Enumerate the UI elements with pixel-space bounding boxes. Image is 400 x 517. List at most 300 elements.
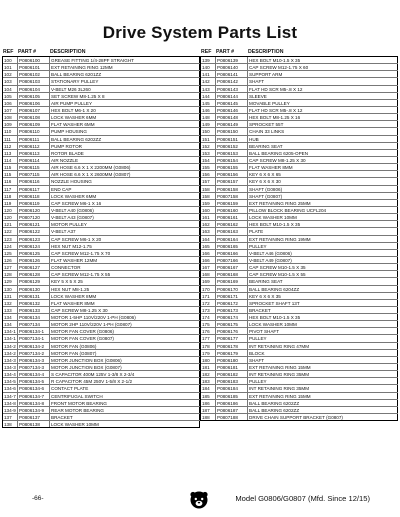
table-row <box>3 136 200 143</box>
ref-cell: 128 <box>3 271 18 277</box>
ref-cell: 186 <box>201 400 216 406</box>
ref-cell: 175 <box>201 321 216 327</box>
table-row <box>201 93 398 100</box>
table-row <box>201 321 398 328</box>
description-cell: HEX BOLT M10-1.5 X 35 <box>248 221 398 227</box>
part-number-cell: P0806100 <box>18 57 50 63</box>
table-row <box>3 143 200 150</box>
description-cell: AIR PUMP PULLEY <box>50 100 200 106</box>
ref-cell: 150 <box>201 128 216 134</box>
table-row <box>201 414 398 421</box>
description-cell: CAP SCREW M6-1 X 16 <box>50 200 200 206</box>
part-number-cell: P0806145 <box>216 100 248 106</box>
part-number-cell: P0806185 <box>216 393 248 399</box>
table-header <box>2 48 200 56</box>
ref-cell: 124 <box>3 243 18 249</box>
description-cell: BALL BEARING 6201ZZ <box>50 71 200 77</box>
table-row <box>201 157 398 164</box>
part-number-cell: P0806155 <box>216 164 248 170</box>
table-row <box>201 271 398 278</box>
ref-cell: 100 <box>3 57 18 63</box>
part-number-cell: P0806116 <box>18 178 50 184</box>
part-number-cell: P0806153 <box>216 150 248 156</box>
description-cell: KEY 6 X 6 X 35 <box>248 293 398 299</box>
part-number-cell: P0806106 <box>18 100 50 106</box>
ref-cell: 134 <box>3 321 18 327</box>
part-number-cell: P0806144 <box>216 93 248 99</box>
ref-cell: 145 <box>201 100 216 106</box>
description-cell: MOTOR FAN (G0807) <box>50 350 200 356</box>
description-cell: MOTOR PULLEY <box>50 221 200 227</box>
ref-cell: 104 <box>3 86 18 92</box>
description-cell: HEX BOLT M10-1.5 X 35 <box>248 314 398 320</box>
part-number-cell: P0807134 <box>18 321 50 327</box>
part-number-cell: P0806134-6 <box>18 385 50 391</box>
ref-cell: 160 <box>201 207 216 213</box>
ref-cell: 179 <box>201 350 216 356</box>
table-row <box>3 421 200 428</box>
part-number-cell: P0806112 <box>18 143 50 149</box>
ref-cell: 108 <box>3 114 18 120</box>
ref-cell: 155 <box>201 164 216 170</box>
ref-cell: 111 <box>3 136 18 142</box>
table-row <box>201 107 398 114</box>
ref-cell: 134-2 <box>3 343 18 349</box>
description-cell: EXT RETAINING RING 15MM <box>248 393 398 399</box>
table-row <box>3 293 200 300</box>
ref-cell: 166 <box>201 257 216 263</box>
ref-cell: 134-2 <box>3 350 18 356</box>
table-row <box>3 121 200 128</box>
parts-table-body-right <box>200 56 398 421</box>
description-cell: HEX BOLT M8-1.25 X 16 <box>248 114 398 120</box>
description-cell: BALL BEARING 6204ZZ <box>248 286 398 292</box>
ref-cell: 134-1 <box>3 328 18 334</box>
part-number-cell: P0806176 <box>216 328 248 334</box>
ref-cell: 139 <box>201 57 216 63</box>
description-cell: PILLOW BLOCK BEARING UCFL204 <box>248 207 398 213</box>
description-cell: FLAT HD SCR M5-.8 X 12 <box>248 107 398 113</box>
description-cell: AIR HOSE 6.6 X 1 X 2600MM (G0807) <box>50 171 200 177</box>
description-cell: MOTOR FAN (G0806) <box>50 343 200 349</box>
table-row <box>201 86 398 93</box>
description-cell: FLAT WASHER 8MM <box>50 300 200 306</box>
page-footer <box>0 491 400 511</box>
description-cell: CAP SCREW M10-1.5 X 55 <box>248 271 398 277</box>
table-row <box>3 171 200 178</box>
table-row <box>3 343 200 350</box>
table-row <box>201 335 398 342</box>
table-row <box>201 293 398 300</box>
ref-cell: 173 <box>201 307 216 313</box>
table-row <box>201 385 398 392</box>
table-row <box>3 228 200 235</box>
part-number-cell: P0806148 <box>216 114 248 120</box>
ref-cell: 137 <box>3 414 18 420</box>
table-row <box>3 357 200 364</box>
ref-cell: 121 <box>3 221 18 227</box>
description-cell: KEY 6 X 6 X 30 <box>248 178 398 184</box>
part-number-cell: P0806129 <box>18 278 50 284</box>
description-cell: V-BELT A46 (G0806) <box>248 250 398 256</box>
table-row <box>3 86 200 93</box>
table-row <box>3 200 200 207</box>
part-number-cell: P0806111 <box>18 136 50 142</box>
table-row <box>201 164 398 171</box>
part-number-cell: P0806105 <box>18 93 50 99</box>
description-cell: BALL BEARING 6205-OPEN <box>248 150 398 156</box>
part-number-cell: P0806138 <box>18 421 50 427</box>
ref-cell: 106 <box>3 100 18 106</box>
description-cell: FLAT WASHER 8MM <box>248 164 398 170</box>
description-cell: EXT RETAINING RING 19MM <box>248 236 398 242</box>
part-number-cell: P0806186 <box>216 400 248 406</box>
header-description: DESCRIPTION <box>50 49 86 55</box>
description-cell: GREASE FITTING 1/4-28PF STRAIGHT <box>50 57 200 63</box>
part-number-cell: P0806180 <box>216 357 248 363</box>
part-number-cell: P0806104 <box>18 86 50 92</box>
part-number-cell: P0806154 <box>216 157 248 163</box>
part-number-cell: P0806143 <box>216 86 248 92</box>
table-row <box>3 128 200 135</box>
description-cell: HEX NUT M12-1.75 <box>50 243 200 249</box>
table-row <box>3 364 200 371</box>
table-row <box>201 343 398 350</box>
table-row <box>3 243 200 250</box>
header-description: DESCRIPTION <box>248 49 284 55</box>
part-number-cell: P0806163 <box>216 228 248 234</box>
part-number-cell: P0806118 <box>18 193 50 199</box>
ref-cell: 154 <box>201 157 216 163</box>
table-row <box>201 71 398 78</box>
part-number-cell: P0806173 <box>216 307 248 313</box>
part-number-cell: P0806146 <box>216 107 248 113</box>
part-number-cell: P0806142 <box>216 78 248 84</box>
ref-cell: 146 <box>201 107 216 113</box>
table-row <box>3 321 200 328</box>
description-cell: CAP SCREW M10-1.5 X 35 <box>248 264 398 270</box>
ref-cell: 102 <box>3 71 18 77</box>
table-row <box>3 414 200 421</box>
part-number-cell: P0806175 <box>216 321 248 327</box>
description-cell: MOTOR 1-5HP 110V/220V 1-PH (G0806) <box>50 314 200 320</box>
part-number-cell: P0806110 <box>18 128 50 134</box>
description-cell: V-BELT A37 <box>50 228 200 234</box>
description-cell: MOTOR 2HP 110V/220V 1-PH (G0807) <box>50 321 200 327</box>
table-row <box>3 328 200 335</box>
description-cell: CONTACT PLATE <box>50 385 200 391</box>
ref-cell: 134-6 <box>3 385 18 391</box>
ref-cell: 110 <box>3 128 18 134</box>
part-number-cell: P0806126 <box>18 257 50 263</box>
ref-cell: 183 <box>201 378 216 384</box>
table-row <box>3 64 200 71</box>
ref-cell: 172 <box>201 300 216 306</box>
ref-cell: 158 <box>201 193 216 199</box>
part-number-cell: P0807188 <box>216 414 248 420</box>
ref-cell: 131 <box>3 293 18 299</box>
part-number-cell: P0806164 <box>216 236 248 242</box>
part-number-cell: P0807158 <box>216 193 248 199</box>
table-row <box>201 407 398 414</box>
table-row <box>3 178 200 185</box>
ref-cell: 168 <box>201 271 216 277</box>
description-cell: HEX BOLT M10-1.5 X 35 <box>248 57 398 63</box>
table-row <box>201 393 398 400</box>
ref-cell: 126 <box>3 257 18 263</box>
table-row <box>3 214 200 221</box>
description-cell: CENTRIFUGAL SWITCH <box>50 393 200 399</box>
table-row <box>201 193 398 200</box>
ref-cell: 159 <box>201 200 216 206</box>
ref-cell: 134-3 <box>3 357 18 363</box>
ref-cell: 174 <box>201 314 216 320</box>
table-row <box>201 314 398 321</box>
description-cell: PULLEY <box>248 378 398 384</box>
table-row <box>201 378 398 385</box>
ref-cell: 122 <box>3 228 18 234</box>
part-number-cell: P0806168 <box>216 271 248 277</box>
part-number-cell: P0806152 <box>216 143 248 149</box>
ref-cell: 134-9 <box>3 407 18 413</box>
part-number-cell: P0806183 <box>216 378 248 384</box>
description-cell: V-BELT A49 (G0807) <box>248 257 398 263</box>
table-row <box>3 393 200 400</box>
ref-cell: 165 <box>201 243 216 249</box>
description-cell: SLEEVE <box>248 93 398 99</box>
part-number-cell: P0806134-3 <box>18 357 50 363</box>
table-row <box>201 207 398 214</box>
ref-cell: 123 <box>3 236 18 242</box>
part-number-cell: P0806141 <box>216 71 248 77</box>
model-info: Model G0806/G0807 (Mfd. Since 12/15) <box>235 494 370 503</box>
ref-cell: 185 <box>201 393 216 399</box>
description-cell: CAP SCREW M12-1.75 X 70 <box>50 250 200 256</box>
part-number-cell: P0806103 <box>18 78 50 84</box>
part-number-cell: P0806114 <box>18 157 50 163</box>
description-cell: INT RETAINING RING 35MM <box>248 385 398 391</box>
description-cell: V-BELT A40 (G0806) <box>50 207 200 213</box>
table-row <box>3 236 200 243</box>
ref-cell: 169 <box>201 278 216 284</box>
ref-cell: 149 <box>201 121 216 127</box>
description-cell: END CAP <box>50 186 200 192</box>
ref-cell: 162 <box>201 221 216 227</box>
description-cell: PULLEY <box>248 243 398 249</box>
table-row <box>201 350 398 357</box>
ref-cell: 114 <box>3 157 18 163</box>
part-number-cell: P0807166 <box>216 257 248 263</box>
part-number-cell: P0806120 <box>18 207 50 213</box>
ref-cell: 140 <box>201 64 216 70</box>
table-row <box>201 136 398 143</box>
description-cell: PLATE <box>248 228 398 234</box>
part-number-cell: P0806137 <box>18 414 50 420</box>
ref-cell: 163 <box>201 228 216 234</box>
part-number-cell: P0806134-2 <box>18 343 50 349</box>
table-row <box>201 143 398 150</box>
description-cell: AIR NOZZLE <box>50 157 200 163</box>
description-cell: V-BELT A43 (G0807) <box>50 214 200 220</box>
ref-cell: 101 <box>3 64 18 70</box>
description-cell: ROTOR BLADE <box>50 150 200 156</box>
table-row <box>3 278 200 285</box>
table-row <box>201 243 398 250</box>
ref-cell: 134-4 <box>3 371 18 377</box>
table-row <box>3 371 200 378</box>
part-number-cell: P0806101 <box>18 64 50 70</box>
table-row <box>3 100 200 107</box>
ref-cell: 120 <box>3 214 18 220</box>
description-cell: SHAFT <box>248 78 398 84</box>
part-number-cell: P0806182 <box>216 371 248 377</box>
part-number-cell: P0806156 <box>216 171 248 177</box>
ref-cell: 133 <box>3 307 18 313</box>
ref-cell: 182 <box>201 371 216 377</box>
description-cell: DRIVE CHAIN SUPPORT BRACKET (G0807) <box>248 414 398 420</box>
ref-cell: 118 <box>3 193 18 199</box>
table-row <box>201 286 398 293</box>
description-cell: SET SCREW M8-1.25 X 8 <box>50 93 200 99</box>
description-cell: PIVOT SHAFT <box>248 328 398 334</box>
description-cell: HEX NUT M8-1.25 <box>50 286 200 292</box>
table-row <box>201 371 398 378</box>
table-row <box>201 214 398 221</box>
part-number-cell: P0806102 <box>18 71 50 77</box>
part-number-cell: P0807115 <box>18 171 50 177</box>
part-number-cell: P0806181 <box>216 364 248 370</box>
table-row <box>201 364 398 371</box>
part-number-cell: P0806109 <box>18 121 50 127</box>
part-number-cell: P0806172 <box>216 300 248 306</box>
parts-table-columns <box>2 48 398 428</box>
ref-cell: 127 <box>3 264 18 270</box>
table-row <box>3 186 200 193</box>
description-cell: EXT RETAINING RING 12MM <box>50 64 200 70</box>
table-row <box>201 278 398 285</box>
header-ref: REF <box>3 49 14 55</box>
part-number-cell: P0806128 <box>18 271 50 277</box>
description-cell: MOTOR JUNCTION BOX (G0807) <box>50 364 200 370</box>
table-row <box>3 271 200 278</box>
ref-cell: 132 <box>3 300 18 306</box>
table-row <box>201 150 398 157</box>
description-cell: BLOCK <box>248 350 398 356</box>
part-number-cell: P0806171 <box>216 293 248 299</box>
table-row <box>201 200 398 207</box>
description-cell: PUMP HOUSING <box>50 128 200 134</box>
part-number-cell: P0806124 <box>18 243 50 249</box>
ref-cell: 142 <box>201 78 216 84</box>
ref-cell: 103 <box>3 78 18 84</box>
part-number-cell: P0806151 <box>216 136 248 142</box>
table-row <box>3 407 200 414</box>
description-cell: BALL BEARING 6202ZZ <box>50 136 200 142</box>
table-row <box>3 400 200 407</box>
ref-cell: 129 <box>3 278 18 284</box>
ref-cell: 109 <box>3 121 18 127</box>
ref-cell: 177 <box>201 335 216 341</box>
table-row <box>201 186 398 193</box>
ref-cell: 148 <box>201 114 216 120</box>
description-cell: BALL BEARING 6202ZZ <box>248 407 398 413</box>
part-number-cell: P0806162 <box>216 221 248 227</box>
ref-cell: 143 <box>201 86 216 92</box>
header-part: PART # <box>18 49 37 55</box>
ref-cell: 134-3 <box>3 364 18 370</box>
table-row <box>3 286 200 293</box>
description-cell: LOCK WASHER 10MM <box>248 321 398 327</box>
description-cell: LOCK WASHER 6MM <box>50 193 200 199</box>
part-number-cell: P0806187 <box>216 407 248 413</box>
ref-cell: 130 <box>3 286 18 292</box>
table-row <box>201 114 398 121</box>
part-number-cell: P0806119 <box>18 200 50 206</box>
description-cell: PUMP ROTOR <box>50 143 200 149</box>
description-cell: BRACKET <box>50 414 200 420</box>
table-row <box>3 264 200 271</box>
description-cell: KEY 6 X 6 X 65 <box>248 171 398 177</box>
table-row <box>3 71 200 78</box>
ref-cell: 144 <box>201 93 216 99</box>
ref-cell: 178 <box>201 343 216 349</box>
description-cell: CAP SCREW M8-1.25 X 30 <box>50 307 200 313</box>
ref-cell: 153 <box>201 150 216 156</box>
header-part: PART # <box>216 49 235 55</box>
description-cell: BEARING SEAT <box>248 278 398 284</box>
table-row <box>3 307 200 314</box>
description-cell: CHAIN 33 LINKS <box>248 128 398 134</box>
ref-cell: 151 <box>201 136 216 142</box>
table-row <box>3 157 200 164</box>
description-cell: MOVABLE PULLEY <box>248 100 398 106</box>
ref-cell: 161 <box>201 214 216 220</box>
table-row <box>201 57 398 64</box>
parts-table-body-left <box>2 56 200 428</box>
description-cell: FLAT WASHER 6MM <box>50 121 200 127</box>
description-cell: CAP SCREW M12-1.75 X 55 <box>50 271 200 277</box>
part-number-cell: P0806165 <box>216 243 248 249</box>
part-number-cell: P0806157 <box>216 178 248 184</box>
part-number-cell: P0806127 <box>18 264 50 270</box>
part-number-cell: P0806160 <box>216 207 248 213</box>
part-number-cell: P0806158 <box>216 186 248 192</box>
ref-cell: 112 <box>3 143 18 149</box>
table-row <box>201 228 398 235</box>
part-number-cell: P0806108 <box>18 114 50 120</box>
ref-cell: 138 <box>3 421 18 427</box>
part-number-cell: P0806134-4 <box>18 371 50 377</box>
ref-cell: 119 <box>3 200 18 206</box>
description-cell: SPROCKET 55T <box>248 121 398 127</box>
table-row <box>201 300 398 307</box>
table-row <box>3 57 200 64</box>
table-row <box>201 357 398 364</box>
table-row <box>3 107 200 114</box>
table-row <box>201 128 398 135</box>
ref-cell: 125 <box>3 250 18 256</box>
part-number-cell: P0807134-2 <box>18 350 50 356</box>
part-number-cell: P0807120 <box>18 214 50 220</box>
part-number-cell: P0806132 <box>18 300 50 306</box>
part-number-cell: P0806140 <box>216 64 248 70</box>
description-cell: INT RETAINING RING 47MM <box>248 343 398 349</box>
part-number-cell: P0806113 <box>18 150 50 156</box>
description-cell: FRONT MOTOR BEARING <box>50 400 200 406</box>
ref-cell: 180 <box>201 357 216 363</box>
table-row <box>201 121 398 128</box>
part-number-cell: P0806125 <box>18 250 50 256</box>
